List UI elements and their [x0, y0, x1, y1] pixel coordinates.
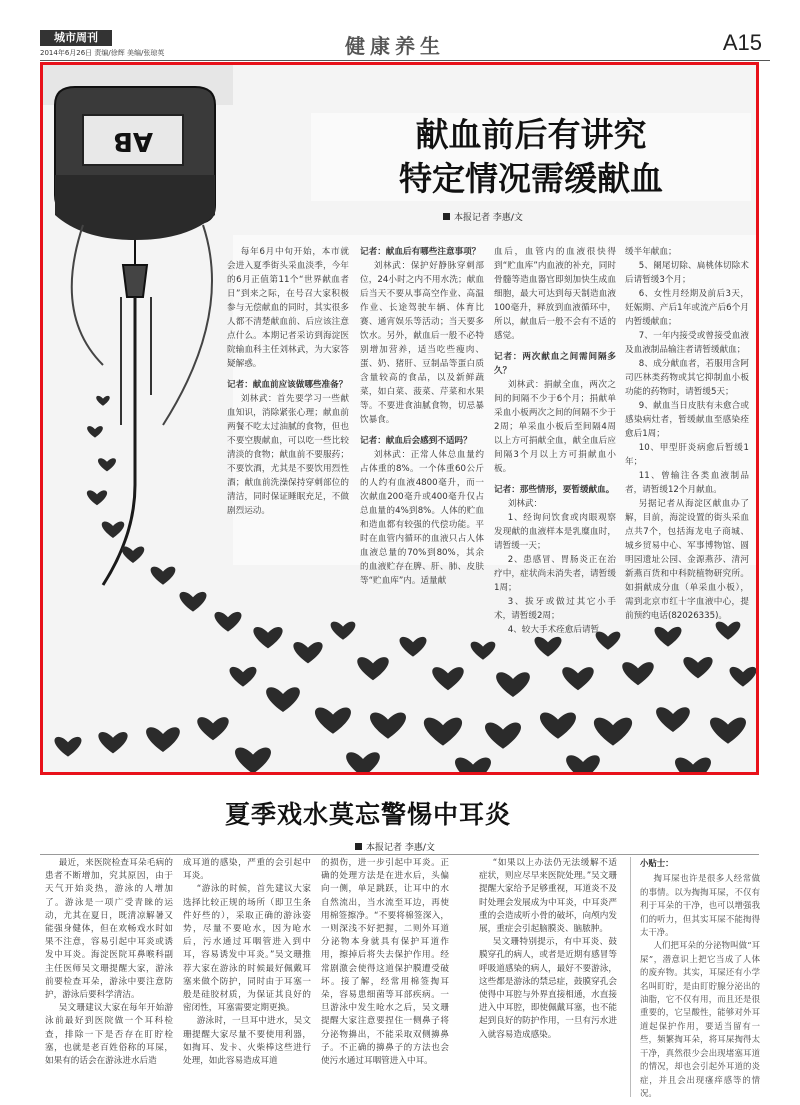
- byline-square-icon: [355, 843, 362, 850]
- paragraph: 的损伤，进一步引起中耳炎。正确的处理方法是在进水后，头偏向一侧，单足跳跃，让耳中的水自然流出，当水流至耳边，再使用棉签擦净。“不要将棉签深入，一则深浅不好把握，二则外耳道分泌物本身就具有保护耳道作用，擦掉后将失去保护作用。经常剧激会使得这道保护膜遭受破坏。接了解，经常用棉签掏耳朵，容易患细菌等耳部疾病。一旦游泳中发生呛水之后，吴文珊提醒大家注意要捏住一侧鼻子将分泌物擤出，不能采取双侧擤鼻子。不正确的擤鼻子的方法也会使污水通过耳咽管进入中耳。: [321, 858, 449, 1067]
- answer-paragraph: 刘林武：保护好静脉穿刺部位，24小时之内不用水洗；献血后当天不要从事高空作业、高温作业、长途驾驶车辆、体育比赛、通宵娱乐等活动；当天要多饮水。另外，献血后一般不必特别增加营养，适当吃些瘦肉、蛋、奶、猪肝、豆制品等蛋白质含量较高的食品，以及新鲜蔬菜，如白菜、菠菜、芹菜和水果等。不要进食油腻食物，切忌暴饮暴食。: [360, 261, 484, 425]
- column-divider: [630, 857, 631, 1097]
- list-item: 9、献血当日皮肤有未愈合或感染病灶者，暂缓献血至感染痊愈后1周；: [625, 401, 749, 439]
- paragraph: “游泳的时候，首先建议大家选择比较正规的场所（即卫生条件好些的），采取正确的游泳姿势，尽量不要呛水，因为呛水后，污水通过耳咽管进入到中耳，容易诱发中耳炎。”吴文珊推荐大家在游泳的时候最好佩戴耳塞来做个防护，同时由于耳塞一般是硅胶材质，为保证其良好的密闭性，耳塞需要定期更换。: [183, 884, 311, 1014]
- list-item: 6、女性月经期及前后3天，妊娠期、产后1年或流产后6个月内暂缓献血；: [625, 289, 749, 327]
- paragraph: 吴文珊建议大家在每年开始游泳前最好到医院做一个耳科检查，排除一下是否存在盯貯栓塞，也就是老百姓俗称的耳屎，如果有的话会在游泳进水后造: [45, 1003, 173, 1067]
- paragraph: “如果以上办法仍无法缓解不适症状，则应尽早来医院处理。”吴文珊提醒大家给予足够重视，耳道炎不及时处理会发展成为中耳炎，中耳炎严重的会造成听小骨的破坏，向颅内发展，重症会引起脑膜炎、脑脓肿。: [479, 858, 617, 935]
- byline-square-icon: [443, 213, 450, 220]
- paragraph: 另据记者从海淀区献血办了解，目前，海淀设置的街头采血点共7个，包括海龙电子商城、城乡贸易中心、军事博物馆、圆明园遗址公园、金源燕莎、清河新燕百货和中科院植物研究所。如捐献成分血（单采血小板），需到北京市红十字血液中心，提前预约电话(82026335)。: [625, 499, 749, 621]
- section-title: 健康养生: [345, 34, 445, 58]
- list-item: 4、较大手术痊愈后请暂: [507, 625, 600, 635]
- paragraph: 最近，来医院检查耳朵毛病的患者不断增加，究其原因，由于天气开始炎热，游泳的人增加了。游泳是一项广受青睐的运动，尤其在夏日，既清凉解暑又能强身健体，但在欢畅戏水时如果不注意，容易引起中耳炎或诱发中耳炎。海淀医院耳鼻喉科副主任医师吴文珊提醒大家，游泳前要检查耳朵，游泳中要注意防护，游泳后要科学清洁。: [45, 858, 173, 1001]
- paragraph: 游泳时，一旦耳中进水，吴文珊提醒大家尽量不要使用利器，如掏耳、发卡、火柴棒这些进行处理，如此容易造成耳道: [183, 1016, 311, 1067]
- tips-sidebar: [640, 857, 760, 1100]
- ear-article-column-4: [479, 857, 617, 1042]
- list-item: 8、成分献血者，若服用含阿司匹林类药物或其它抑制血小板功能的药物时，请暂缓5天；: [625, 359, 749, 397]
- tips-paragraph: 掏耳屎也许是很多人经常做的事情。以为掏掏耳屎，不仅有利于耳朵的干净，也可以增强我们的听力，但其实耳屎不能掏得太干净。: [640, 873, 760, 938]
- list-item: 11、曾输注各类血液制品者，请暂缓12个月献血。: [625, 471, 749, 495]
- list-item: 10、甲型肝炎病愈后暂缓1年；: [625, 443, 749, 467]
- intro-paragraph: 每年6月中旬开始，本市就会进入夏季街头采血淡季，今年的6月正值第11个“世界献血者日”到来之际，在号召大家积极参与无偿献血的同时，其实很多人都不清楚献血前、后应该注意点什么。本期记者采访到海淀医院输血科主任刘林武，为大家答疑解惑。: [227, 247, 349, 369]
- question: 记者：两次献血之间需间隔多久？: [494, 352, 616, 376]
- bag-label: AB: [113, 126, 153, 156]
- list-item: 5、阑尾切除、扁桃体切除术后请暂缓3个月；: [625, 261, 749, 285]
- paragraph: 吴文珊特别提示，有中耳炎、鼓膜穿孔的病人，或者是近期有感冒等呼吸道感染的病人，最好不要游泳，这些都是游泳的禁忌症，鼓膜穿孔会使得中耳腔与外界直接相通，水直接进入中耳腔，即使佩戴耳塞，也不能起到良好的防护作用，一旦有污水进入就容易造成感染。: [479, 937, 617, 1040]
- headline-line-1: 献血前后有讲究: [415, 115, 647, 154]
- masthead: [40, 30, 770, 62]
- question: 记者：献血后有哪些注意事项？: [360, 247, 481, 257]
- column-name-box: 城市周刊: [40, 30, 112, 46]
- masthead-rule: [40, 60, 770, 61]
- paragraph: 血后，血管内的血液很快得到“贮血库”内血液的补充，同时骨髓等造血器官即刻加快生成血细胞，最大可达到每天制造血液100毫升，释放到血液循环中，所以，献血后一般不会有不适的感觉。: [494, 247, 616, 341]
- question: 记者：献血前应该做哪些准备？: [227, 380, 348, 390]
- headline-line-2: 特定情况需缓献血: [399, 159, 663, 198]
- list-item: 缓半年献血；: [625, 247, 677, 257]
- ear-article-column-1: [45, 857, 173, 1068]
- byline-text: 本报记者 李惠/文: [366, 843, 435, 853]
- tips-paragraph: 人们把耳朵的分泌物叫做“耳屎”，潜意识上把它当成了人体的废弃物。其实，耳屎还有小学名叫盯貯，是由盯貯腺分泌出的油脂，它不仅有用，而且还是很重要的，它呈酸性，能够对外耳道起保护作用，要适当留有一些，频繁掏耳朵，将耳屎掏得太干净，真然很少会出现堵塞耳道的情况，却也会引起外耳道的炎症，并且会出现瘙痒感等的情况。: [640, 940, 760, 1098]
- byline-text: 本报记者 李惠/文: [454, 213, 523, 223]
- tips-title: 小贴士：: [640, 858, 674, 868]
- paragraph: 成耳道的感染，严重的会引起中耳炎。: [183, 858, 311, 882]
- byline: [443, 210, 523, 223]
- answer-paragraph: 刘林武：捐献全血，两次之间的间隔不少于6个月；捐献单采血小板两次之间的间隔不少于2周；单采血小板后至间隔4周以上方可捐献全血，献全血后应间隔3个月以上方可捐献血小板。: [494, 380, 616, 474]
- article-column-4: [625, 245, 749, 623]
- list-item: 1、经询问饮食或肉眼观察发现献的血液样本是乳糜血时，请暂缓一天；: [494, 513, 616, 551]
- date-line: 2014年6月26日 责编/徐辉 美编/张琼英: [40, 49, 165, 57]
- question: 记者：那些情形，要暂缓献血。: [494, 485, 615, 495]
- ear-article-column-3: [321, 857, 449, 1068]
- list-item: 2、患感冒、胃肠炎正在治疗中，症状尚未消失者，请暂缓1周；: [494, 555, 616, 593]
- article-column-1: [227, 245, 349, 518]
- ear-article-column-2: [183, 857, 311, 1068]
- blood-donation-article-frame: [40, 62, 759, 775]
- answer-lead: 刘林武：: [507, 499, 543, 509]
- page-number: A15: [722, 30, 762, 55]
- list-item: 3、拔牙或做过其它小手术，请暂缓2周；: [494, 597, 616, 621]
- second-byline: [355, 840, 435, 853]
- question: 记者：献血后会感到不适吗？: [360, 436, 472, 446]
- section-rule: [40, 854, 759, 855]
- headline: [311, 113, 751, 201]
- second-headline: 夏季戏水莫忘警惕中耳炎: [225, 800, 512, 829]
- list-item: 7、一年内接受或曾接受血液及血液制品输注者请暂缓献血；: [625, 331, 749, 355]
- article-column-3: [494, 245, 616, 637]
- article-column-2: [360, 245, 484, 588]
- answer-paragraph: 刘林武：正常人体总血量约占体重的8%。一个体重60公斤的人约有血液4800毫升，而一次献血200毫升或400毫升仅占总血量的4%到8%。人体的贮血和造血都有较强的代偿功能。平时在血管内循环的血液只占人体血液总量的70%到80%，其余的血液贮存在脾、肝、肺、皮肤等“贮血库”内。适量献: [360, 450, 484, 586]
- answer-paragraph: 刘林武：首先要学习一些献血知识，消除紧张心理；献血前两餐不吃太过油腻的食物，但也不要空腹献血，可以吃一些比较清淡的食物；献血前不要服药；不要饮酒，尤其是不要饮用烈性酒；献血前洗澡保持穿刺部位的清洁，同时保证睡眠充足，不做剧烈运动。: [227, 394, 349, 516]
